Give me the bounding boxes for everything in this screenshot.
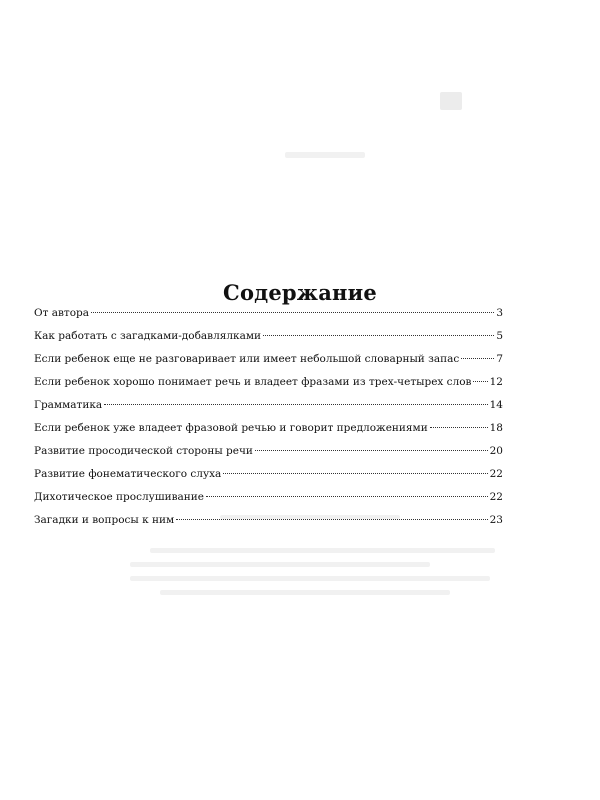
toc-entry[interactable] (34, 445, 503, 468)
toc-dot-leader (176, 519, 487, 520)
toc-page-number: 12 (489, 376, 503, 388)
toc-entry-label: Дихотическое прослушивание (34, 491, 204, 503)
toc-dot-leader (104, 404, 487, 405)
toc-dot-leader (91, 312, 494, 313)
show-through-mark (440, 92, 462, 110)
toc-dot-leader (430, 427, 488, 428)
toc-entry[interactable] (34, 468, 503, 491)
toc-entry-label: Если ребенок уже владеет фразовой речью и говорит предложениями (34, 422, 428, 434)
toc-entry-label: Развитие просодической стороны речи (34, 445, 253, 457)
toc-dot-leader (473, 381, 487, 382)
toc-dot-leader (223, 473, 487, 474)
toc-dot-leader (206, 496, 488, 497)
toc-entry[interactable] (34, 422, 503, 445)
toc-entry[interactable] (34, 307, 503, 330)
toc-entry-label: Если ребенок еще не разговаривает или имеет небольшой словарный запас (34, 353, 460, 365)
show-through-mark (160, 590, 450, 595)
toc-entry[interactable] (34, 399, 503, 422)
toc-entry[interactable] (34, 353, 503, 376)
page-title: Содержание (223, 280, 377, 306)
toc-page-number: 18 (489, 422, 503, 434)
toc-entry[interactable] (34, 514, 503, 537)
toc-page-number: 14 (489, 399, 503, 411)
toc-page-number: 7 (496, 353, 503, 365)
toc-page-number: 5 (496, 330, 503, 342)
toc-dot-leader (461, 358, 494, 359)
toc-entry-label: Если ребенок хорошо понимает речь и владеет фразами из трех-четырех слов (34, 376, 472, 388)
show-through-mark (130, 576, 490, 581)
toc-entry-label: От автора (34, 307, 90, 319)
toc-dot-leader (255, 450, 488, 451)
toc-dot-leader (263, 335, 494, 336)
toc-entry[interactable] (34, 330, 503, 353)
show-through-mark (285, 152, 365, 158)
toc-entry-label: Развитие фонематического слуха (34, 468, 222, 480)
table-of-contents (34, 307, 503, 537)
toc-entry[interactable] (34, 376, 503, 399)
toc-entry[interactable] (34, 491, 503, 514)
toc-page-number: 23 (489, 514, 503, 526)
toc-page-number: 20 (489, 445, 503, 457)
toc-page-number: 22 (489, 468, 503, 480)
toc-entry-label: Грамматика (34, 399, 103, 411)
toc-entry-label: Как работать с загадками-добавлялками (34, 330, 262, 342)
show-through-mark (150, 548, 495, 553)
toc-page-number: 22 (489, 491, 503, 503)
toc-page-number: 3 (496, 307, 503, 319)
show-through-mark (130, 562, 430, 567)
toc-entry-label: Загадки и вопросы к ним (34, 514, 175, 526)
